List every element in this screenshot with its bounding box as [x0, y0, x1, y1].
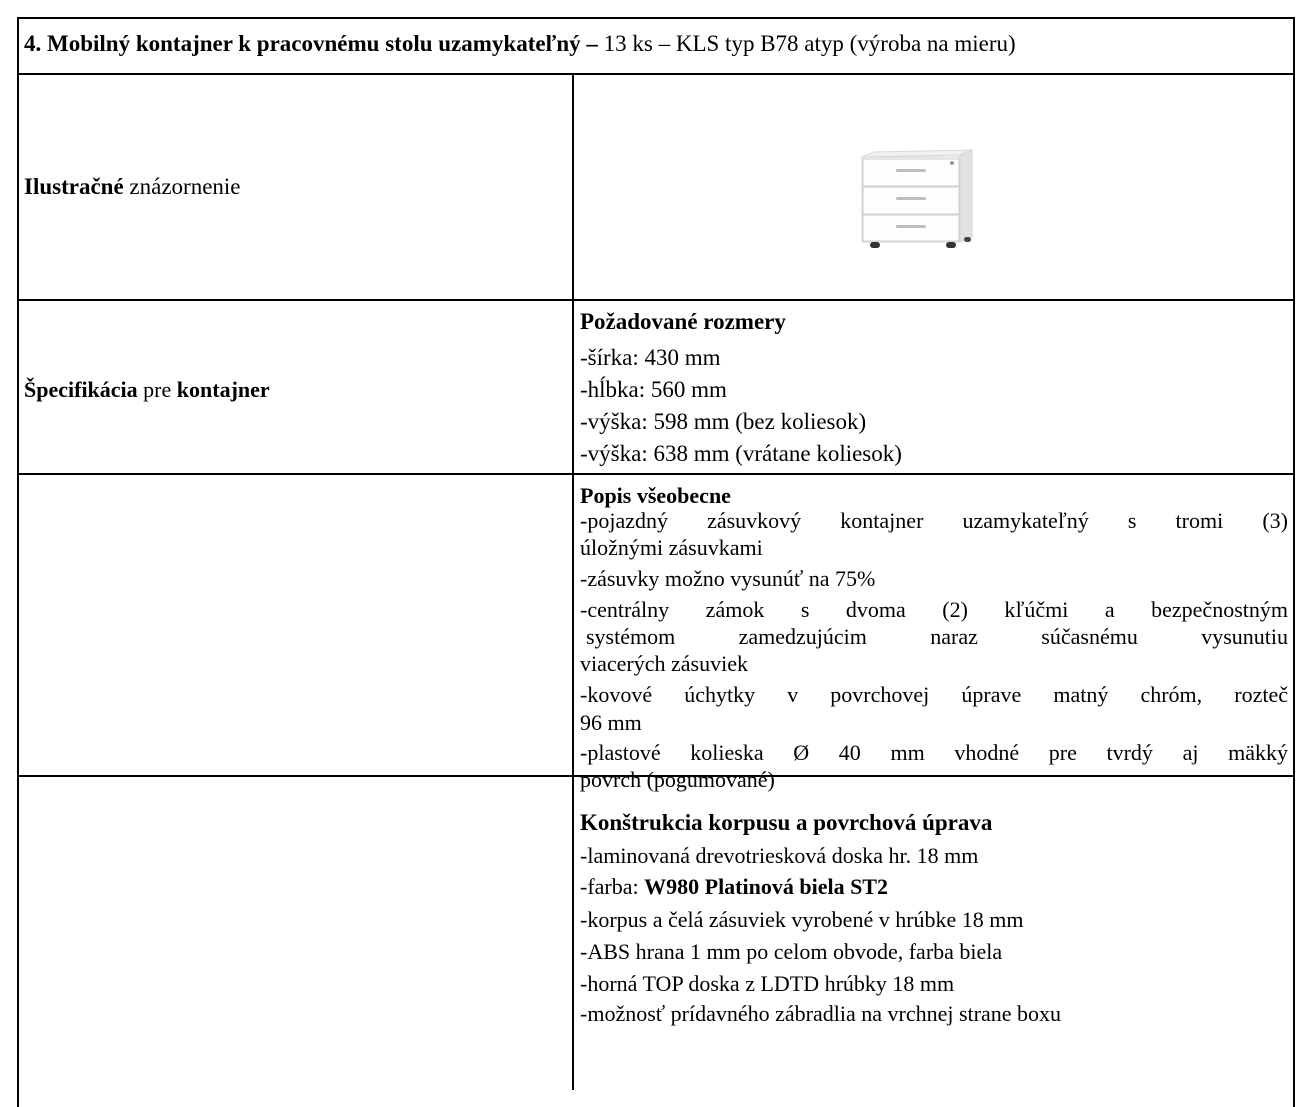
- color-prefix: -farba:: [580, 874, 645, 899]
- dimension-line: -výška: 638 mm (vrátane koliesok): [580, 441, 902, 466]
- construction-line: -laminovaná drevotriesková doska hr. 18 mm: [580, 843, 979, 868]
- construction-line: -korpus a čelá zásuviek vyrobené v hrúbke 18 mm: [580, 907, 1024, 932]
- construction-line: -horná TOP doska z LDTD hrúbky 18 mm: [580, 971, 955, 996]
- general-line: povrch (pogumované): [580, 767, 775, 792]
- general-line: -centrálny zámok s dvoma (2) kľúčmi a bezpečnostným: [580, 597, 1288, 622]
- header-row-divider: [17, 73, 1295, 75]
- table-header: [24, 31, 1016, 57]
- spec-label-bold: Špecifikácia: [24, 377, 138, 402]
- general-line: -plastové kolieska Ø 40 mm vhodné pre tvrdý aj mäkký: [580, 740, 1288, 765]
- column-divider: [572, 73, 574, 1090]
- dimension-line: -výška: 598 mm (bez koliesok): [580, 409, 867, 434]
- construction-line: -ABS hrana 1 mm po celom obvode, farba biela: [580, 939, 1003, 964]
- construction-color-line: [580, 874, 888, 900]
- illustration-label-bold: Ilustračné: [24, 174, 124, 199]
- spec-label: [24, 377, 270, 403]
- table-border-top: [17, 17, 1295, 19]
- illustration-label-rest: znázornenie: [123, 174, 241, 199]
- general-line: systémom zamedzujúcim naraz súčasnému vysunutiu: [586, 624, 1288, 649]
- color-value: W980 Platinová biela ST2: [644, 874, 888, 899]
- header-title-rest: 13 ks – KLS typ B78 atyp (výroba na mieru): [597, 31, 1016, 56]
- general-line: úložnými zásuvkami: [580, 535, 763, 560]
- mobile-drawer-container-image: [860, 125, 980, 250]
- illustration-label: [24, 174, 241, 200]
- general-line: 96 mm: [580, 710, 642, 735]
- general-line: viacerých zásuviek: [580, 651, 748, 676]
- illustration-row-divider: [17, 299, 1295, 301]
- dimension-line: -šírka: 430 mm: [580, 345, 721, 370]
- spec-label-mid: pre: [137, 377, 177, 402]
- dimensions-heading: Požadované rozmery: [580, 309, 786, 334]
- header-title-bold: 4. Mobilný kontajner k pracovnému stolu uzamykateľný –: [24, 31, 598, 56]
- construction-heading: Konštrukcia korpusu a povrchová úprava: [580, 810, 993, 835]
- general-line: -kovové úchytky v povrchovej úprave matný chróm, rozteč: [580, 682, 1288, 707]
- dimension-line: -hĺbka: 560 mm: [580, 377, 727, 402]
- construction-line: -možnosť prídavného zábradlia na vrchnej strane boxu: [580, 1001, 1062, 1026]
- general-line: -pojazdný zásuvkový kontajner uzamykateľný s tromi (3): [580, 508, 1288, 533]
- general-heading: Popis všeobecne: [580, 483, 731, 508]
- spec-row-divider: [17, 473, 1295, 475]
- general-line: -zásuvky možno vysunúť na 75%: [580, 566, 876, 591]
- spec-label-bold-2: kontajner: [176, 377, 270, 402]
